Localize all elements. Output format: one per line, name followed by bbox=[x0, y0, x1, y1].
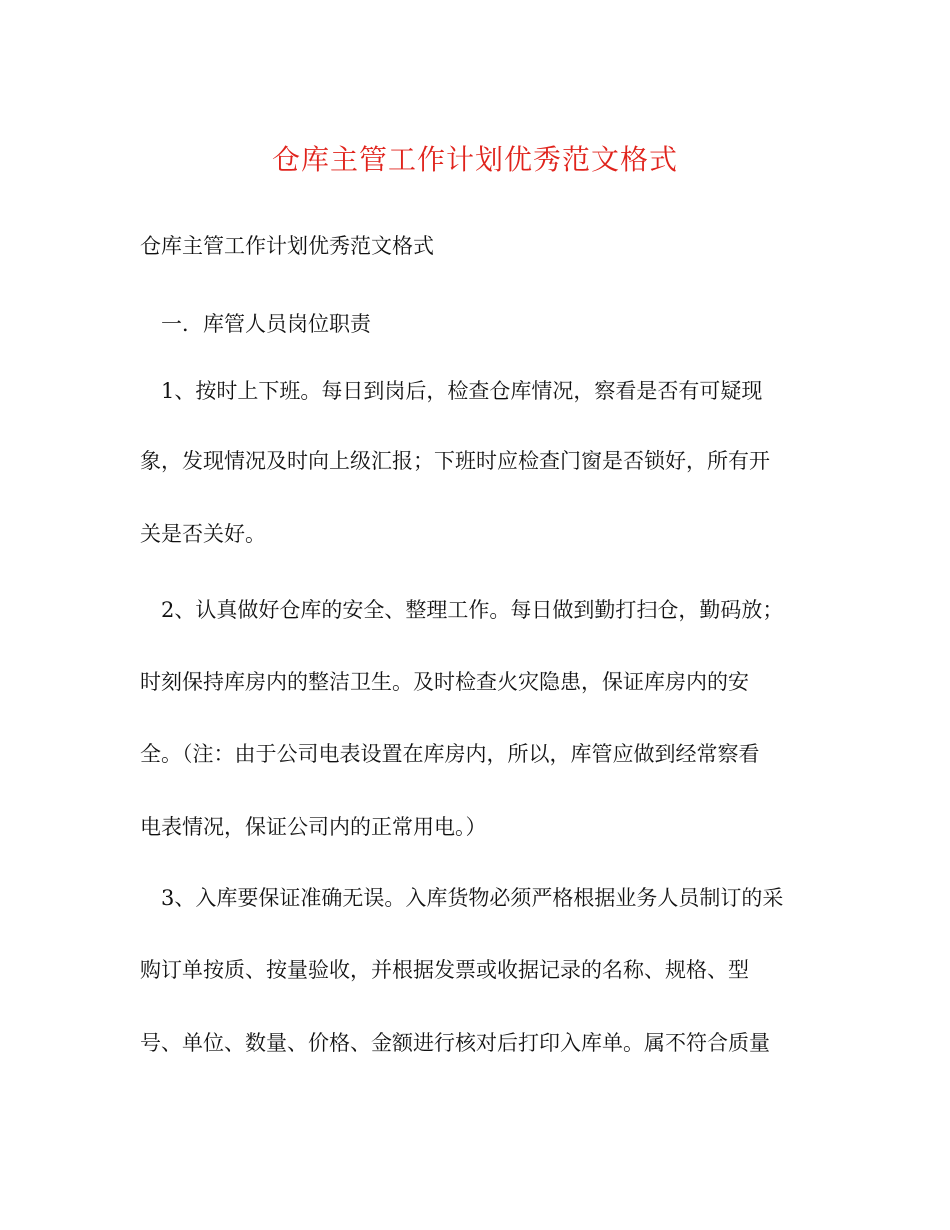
body-line: 时刻保持库房内的整洁卫生。及时检查火灾隐患，保证库房内的安 bbox=[140, 670, 749, 694]
body-line: 象，发现情况及时向上级汇报；下班时应检查门窗是否锁好，所有开 bbox=[140, 449, 770, 473]
body-line: 1、按时上下班。每日到岗后，检查仓库情况，察看是否有可疑现 bbox=[140, 379, 763, 403]
body-line: 一．库管人员岗位职责 bbox=[140, 312, 371, 336]
body-line: 2、认真做好仓库的安全、整理工作。每日做到勤打扫仓，勤码放； bbox=[140, 598, 784, 622]
body-line: 仓库主管工作计划优秀范文格式 bbox=[140, 234, 434, 258]
body-line: 电表情况，保证公司内的正常用电。） bbox=[140, 815, 487, 839]
body-line: 购订单按质、按量验收，并根据发票或收据记录的名称、规格、型 bbox=[140, 958, 749, 982]
body-line: 号、单位、数量、价格、金额进行核对后打印入库单。属不符合质量 bbox=[140, 1031, 770, 1055]
body-line: 关是否关好。 bbox=[140, 522, 266, 546]
body-line: 3、入库要保证准确无误。入库货物必须严格根据业务人员制订的采 bbox=[140, 886, 784, 910]
body-line: 全。（注：由于公司电表设置在库房内，所以，库管应做到经常察看 bbox=[140, 742, 760, 766]
document-title: 仓库主管工作计划优秀范文格式 bbox=[271, 143, 678, 176]
